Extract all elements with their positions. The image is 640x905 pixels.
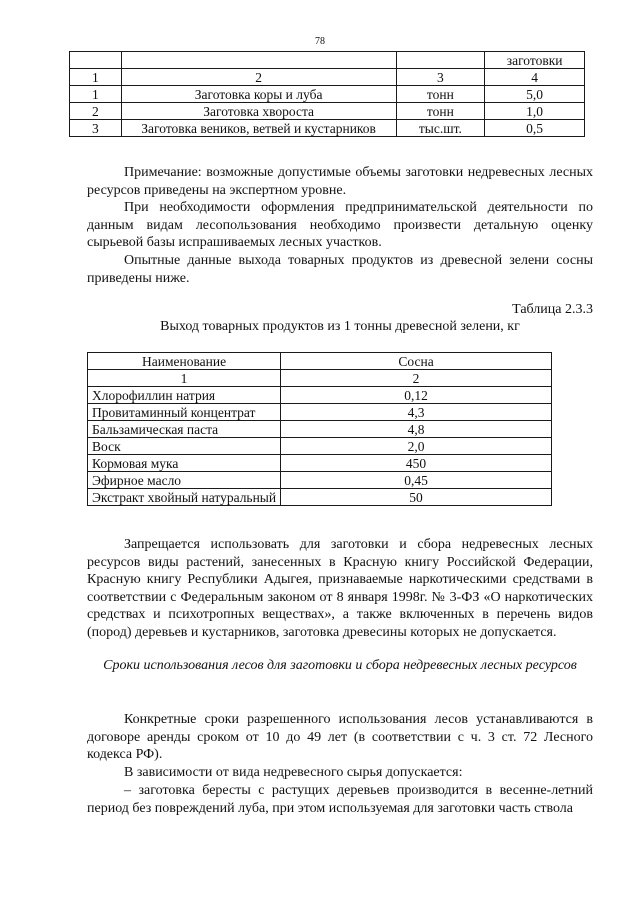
table-cell: 50 (281, 489, 552, 506)
table-cell: тонн (396, 103, 485, 120)
table-cell: 2 (121, 69, 396, 86)
page-number: 78 (315, 36, 325, 47)
table-number: Таблица 2.3.3 (512, 302, 593, 317)
table-row (88, 489, 552, 506)
table-row (88, 387, 552, 404)
table-cell: Сосна (281, 353, 552, 370)
prohibition-paragraph: Запрещается использовать для заготовки и сбора недревесных лесных ресурсов виды растений, занесенных в Красную книгу Российской Федерации, Красную книгу Республики Адыгея, признаваемые наркотическими средствами в соответствии с Федеральным законом от 8 января 1998г. № 3-ФЗ «О наркотических средствах и психотропных веществах», а также включенных в перечень видов (пород) деревьев и кустарников, заготовка древесины которых не допускается. (87, 537, 593, 640)
table-row (88, 455, 552, 472)
section-heading: Сроки использования лесов для заготовки и сбора недревесных лесных ресурсов (103, 658, 577, 673)
table-cell: Провитаминный концентрат (88, 404, 281, 421)
table-cell: 3 (70, 120, 122, 137)
table-cell: заготовки (485, 52, 585, 69)
table-harvest-volumes (69, 51, 585, 137)
table-row (88, 404, 552, 421)
table-header-numbers-row (70, 69, 585, 86)
table-cell: 0,45 (281, 472, 552, 489)
table-cell: 4,3 (281, 404, 552, 421)
table-header-numbers-row (88, 370, 552, 387)
table-cell: 2 (70, 103, 122, 120)
table-cell: Кормовая мука (88, 455, 281, 472)
table-cell: 5,0 (485, 86, 585, 103)
table-cell: Наименование (88, 353, 281, 370)
table-cell: 450 (281, 455, 552, 472)
table-cell: 2 (281, 370, 552, 387)
table-row (88, 472, 552, 489)
table-cell: Бальзамическая паста (88, 421, 281, 438)
table-cell (70, 52, 122, 69)
table-cell: Воск (88, 438, 281, 455)
table-row (70, 103, 585, 120)
table-cell: 0,5 (485, 120, 585, 137)
table-cell: Заготовка коры и луба (121, 86, 396, 103)
table-cell: тонн (396, 86, 485, 103)
table-cell: 0,12 (281, 387, 552, 404)
table-row (88, 421, 552, 438)
table-row (70, 86, 585, 103)
table-row (70, 120, 585, 137)
table-cell: 4,8 (281, 421, 552, 438)
paragraph: При необходимости оформления предпринимательской деятельности по данным видам лесопользования необходимо произвести детальную оценку сырьевой базы испрашиваемых лесных участков. (87, 200, 593, 251)
table-cell: 1,0 (485, 103, 585, 120)
table-header-row (70, 52, 585, 69)
table-pine-products (87, 352, 552, 506)
table-cell: Экстракт хвойный натуральный (88, 489, 281, 506)
table-cell: Заготовка веников, ветвей и кустарников (121, 120, 396, 137)
table-cell: 1 (88, 370, 281, 387)
table-cell: 1 (70, 69, 122, 86)
paragraph: В зависимости от вида недревесного сырья допускается: (124, 765, 463, 780)
table-cell: 1 (70, 86, 122, 103)
table-cell: 2,0 (281, 438, 552, 455)
note-paragraph: Примечание: возможные допустимые объемы заготовки недревесных лесных ресурсов приведены на экспертном уровне. (87, 165, 593, 198)
table-cell: 3 (396, 69, 485, 86)
table-cell (396, 52, 485, 69)
table-cell: тыс.шт. (396, 120, 485, 137)
paragraph: Конкретные сроки разрешенного использования лесов устанавливаются в договоре аренды сроком от 10 до 49 лет (в соответствии с ч. 3 ст. 72 Лесного кодекса РФ). (87, 712, 593, 763)
table-cell: 4 (485, 69, 585, 86)
table-title: Выход товарных продуктов из 1 тонны древесной зелени, кг (160, 319, 520, 334)
paragraph: Опытные данные выхода товарных продуктов из древесной зелени сосны приведены ниже. (87, 253, 593, 286)
table-cell: Эфирное масло (88, 472, 281, 489)
table-cell: Хлорофиллин натрия (88, 387, 281, 404)
table-row (88, 438, 552, 455)
table-cell (121, 52, 396, 69)
table-cell: Заготовка хвороста (121, 103, 396, 120)
list-item: – заготовка бересты с растущих деревьев производится в весенне-летний период без повреждений луба, при этом используемая для заготовки часть ствола (87, 783, 593, 816)
table-header-row (88, 353, 552, 370)
